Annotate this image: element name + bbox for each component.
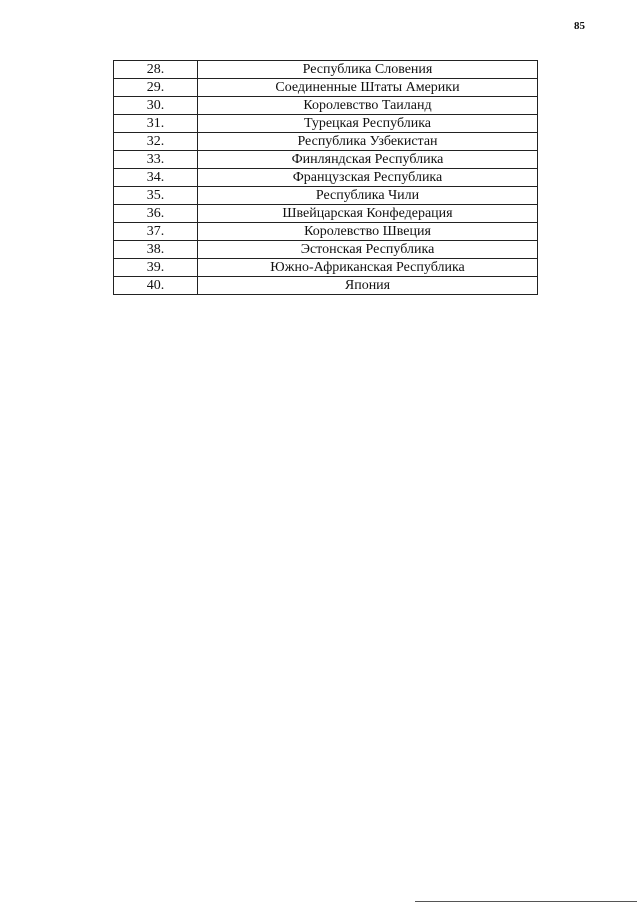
country-name: Королевство Таиланд — [198, 97, 538, 115]
table-row — [114, 61, 538, 79]
country-name: Республика Узбекистан — [198, 133, 538, 151]
table-row — [114, 133, 538, 151]
country-name: Швейцарская Конфедерация — [198, 205, 538, 223]
country-name: Королевство Швеция — [198, 223, 538, 241]
row-number: 30. — [114, 97, 198, 115]
table-row — [114, 169, 538, 187]
country-table — [113, 60, 538, 295]
row-number: 28. — [114, 61, 198, 79]
row-number: 33. — [114, 151, 198, 169]
country-name: Республика Чили — [198, 187, 538, 205]
table-row — [114, 223, 538, 241]
country-name: Турецкая Республика — [198, 115, 538, 133]
row-number: 31. — [114, 115, 198, 133]
country-name: Эстонская Республика — [198, 241, 538, 259]
row-number: 35. — [114, 187, 198, 205]
table-row — [114, 115, 538, 133]
row-number: 34. — [114, 169, 198, 187]
country-name: Французская Республика — [198, 169, 538, 187]
row-number: 40. — [114, 277, 198, 295]
country-name: Соединенные Штаты Америки — [198, 79, 538, 97]
country-name: Япония — [198, 277, 538, 295]
table-row — [114, 241, 538, 259]
row-number: 39. — [114, 259, 198, 277]
row-number: 37. — [114, 223, 198, 241]
row-number: 32. — [114, 133, 198, 151]
table-row — [114, 259, 538, 277]
row-number: 29. — [114, 79, 198, 97]
scan-edge-line — [415, 901, 637, 902]
row-number: 38. — [114, 241, 198, 259]
table-row — [114, 97, 538, 115]
page-number: 85 — [574, 20, 585, 32]
table-row — [114, 277, 538, 295]
country-table-body — [114, 61, 538, 295]
table-row — [114, 187, 538, 205]
table-row — [114, 79, 538, 97]
table-row — [114, 205, 538, 223]
country-name: Южно-Африканская Республика — [198, 259, 538, 277]
row-number: 36. — [114, 205, 198, 223]
table-row — [114, 151, 538, 169]
country-name: Финляндская Республика — [198, 151, 538, 169]
country-name: Республика Словения — [198, 61, 538, 79]
